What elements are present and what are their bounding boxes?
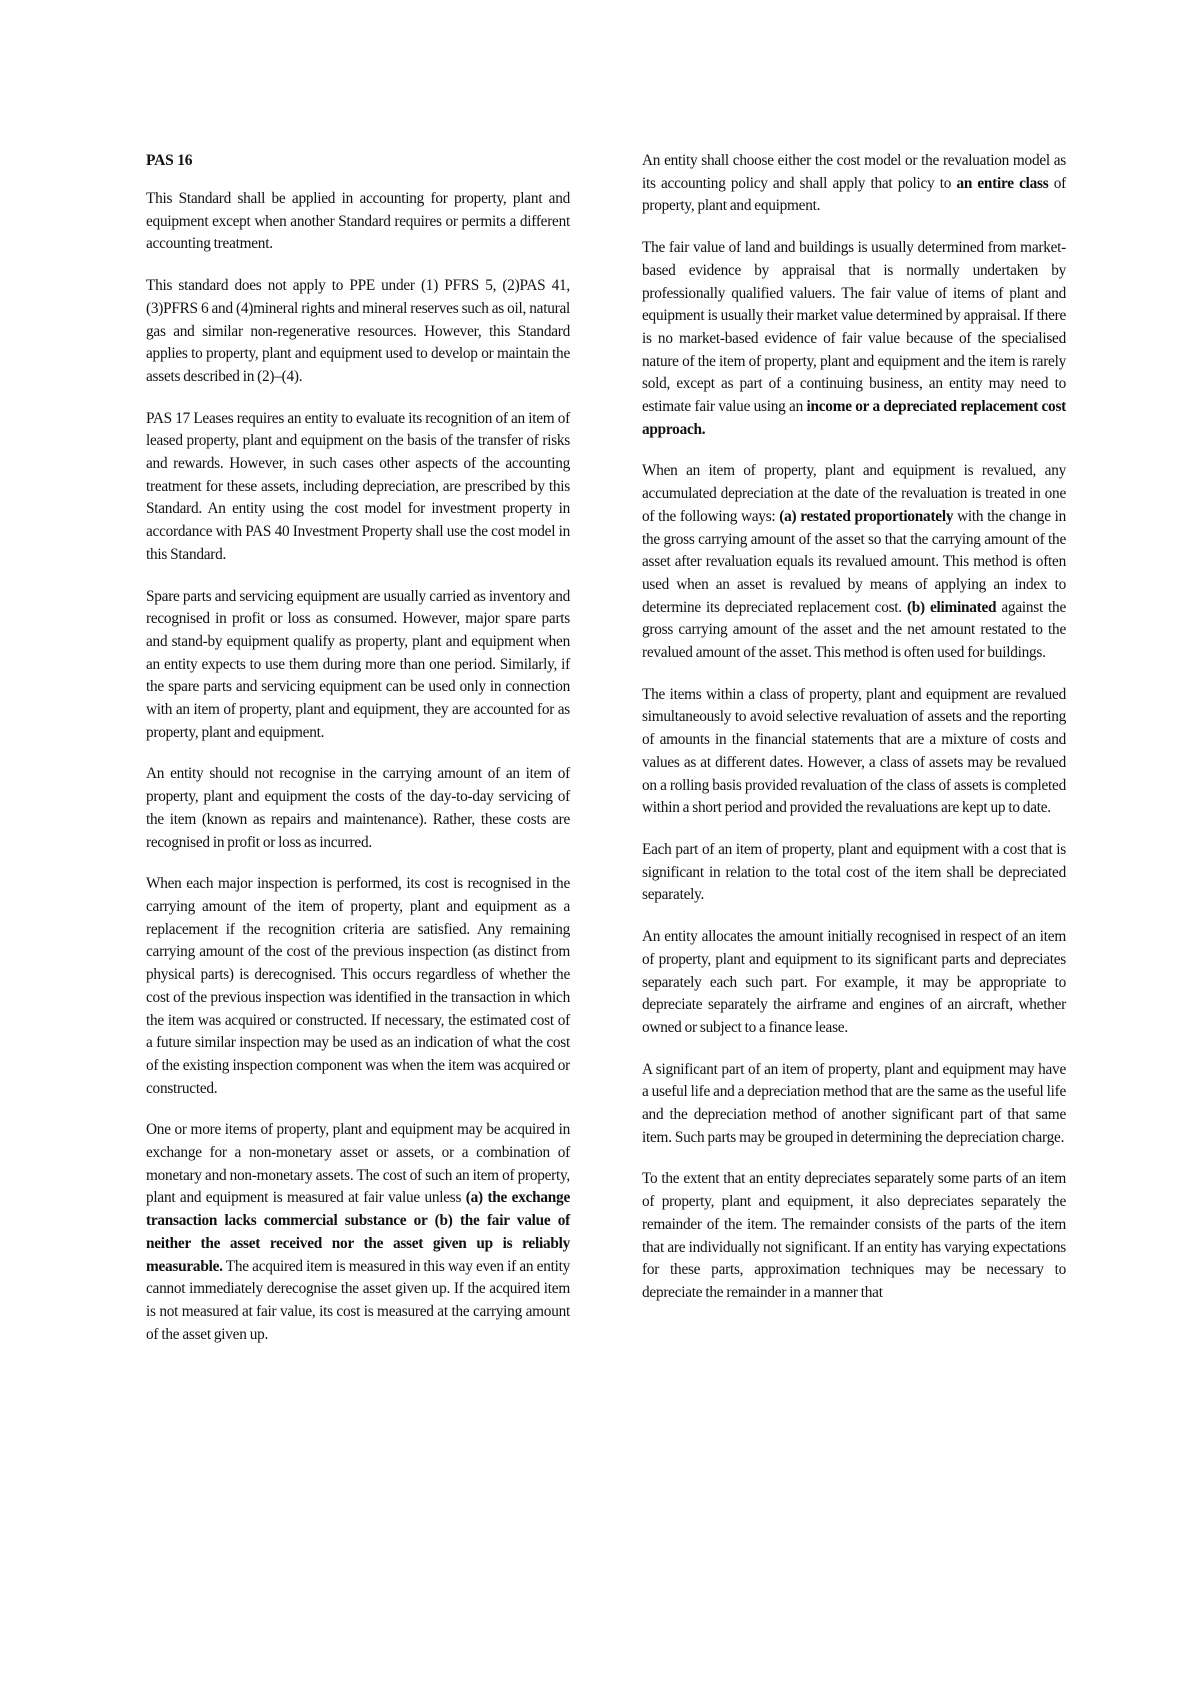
paragraph-exclusions: [146, 275, 570, 389]
body-text: To the extent that an entity depreciates separately some parts of an item of property, plant and equipment, it also depreciates separately the remainder of the item. The remainder consists of the parts of the item that are individually not significant. If an entity has varying expectations for these parts, approximation techniques may be necessary to depreciate the remainder in a manner that: [642, 1170, 1066, 1301]
paragraph-allocation: [642, 926, 1066, 1040]
emphasis-text: (a) the exchange transaction lacks commercial substance or (b) the fair value of neither the asset received nor the asset given up is reliably measurable.: [146, 1189, 570, 1275]
body-text: Spare parts and servicing equipment are usually carried as inventory and recognised in profit or loss as consumed. However, major spare parts and stand-by equipment qualify as property, plant and equipment when an entity expects to use them during more than one period. Similarly, if the spare parts and servicing equipment can be used only in connection with an item of property, plant and equipment, they are accounted for as property, plant and equipment.: [146, 587, 570, 741]
paragraph-grouping: [642, 1059, 1066, 1150]
paragraph-servicing: [146, 763, 570, 854]
emphasis-text: an entire class: [956, 174, 1049, 192]
body-text: The acquired item is measured in this way even if an entity cannot immediately derecognise the asset given up. If the acquired item is not measured at fair value, its cost is measured at the carrying amount of the asset given up.: [146, 1257, 570, 1343]
right-paragraphs: [642, 150, 1066, 1305]
body-text: When each major inspection is performed, its cost is recognised in the carrying amount of the item of property, plant and equipment as a replacement if the recognition criteria are satisfied. Any remaining carrying amount of the cost of the previous inspection (as distinct from physical parts) is derecognised. This occurs regardless of whether the cost of the previous inspection was identified in the transaction in which the item was acquired or constructed. If necessary, the estimated cost of a future similar inspection may be used as an indication of what the cost of the existing inspection component was when the item was acquired or constructed.: [146, 875, 570, 1097]
body-text: One or more items of property, plant and equipment may be acquired in exchange for a non-monetary asset or assets, or a combination of monetary and non-monetary assets. The cost of such an item of property, plant and equipment is measured at fair value unless: [146, 1121, 570, 1207]
paragraph-remainder: [642, 1168, 1066, 1304]
paragraph-fair-value: [642, 237, 1066, 441]
body-text: against the gross carrying amount of the asset and the net amount restated to the revalued amount of the asset. This method is often used for buildings.: [642, 598, 1066, 662]
paragraph-components: [642, 839, 1066, 907]
body-text: The fair value of land and buildings is usually determined from market-based evidence by appraisal that is normally undertaken by professionally qualified valuers. The fair value of items of plant and equipment is usually their market value determined by appraisal. If there is no market-based evidence of fair value because of the specialised nature of the item of property, plant and equipment and the item is rarely sold, except as part of a continuing business, an entity may need to estimate fair value using an: [642, 239, 1066, 416]
paragraph-scope: [146, 188, 570, 256]
paragraph-inspection: [146, 873, 570, 1100]
body-text: This Standard shall be applied in accounting for property, plant and equipment except when another Standard requires or permits a different accounting treatment.: [146, 190, 570, 253]
body-text: Each part of an item of property, plant and equipment with a cost that is significant in relation to the total cost of the item shall be depreciated separately.: [642, 840, 1066, 904]
paragraph-class-revaluation: [642, 684, 1066, 820]
body-text: A significant part of an item of property, plant and equipment may have a useful life and a depreciation method that are the same as the useful life and the depreciation method of another significant part of that same item. Such parts may be grouped in determining the depreciation charge.: [642, 1060, 1066, 1146]
paragraph-leases: [146, 408, 570, 567]
paragraph-policy: [642, 150, 1066, 218]
body-text: When an item of property, plant and equipment is revalued, any accumulated depreciation at the date of the revaluation is treated in one of the following ways:: [642, 462, 1066, 525]
paragraph-exchange: [146, 1119, 570, 1346]
body-text: This standard does not apply to PPE under (1) PFRS 5, (2)PAS 41, (3)PFRS 6 and (4)mineral rights and mineral reserves such as oil, natural gas and similar non-regenerative resources. However, this Standard applies to property, plant and equipment used to develop or maintain the assets described in (2)–(4).: [146, 277, 570, 385]
right-column: [642, 150, 1066, 1324]
paragraph-revaluation-depreciation: [642, 460, 1066, 664]
emphasis-text: income or a depreciated replacement cost approach.: [642, 398, 1066, 438]
body-text: An entity should not recognise in the carrying amount of an item of property, plant and equipment the costs of the day-to-day servicing of the item (known as repairs and maintenance). Rather, these costs are recognised in profit or loss as incurred.: [146, 765, 570, 851]
emphasis-text: (b) eliminated: [906, 598, 997, 616]
body-text: An entity allocates the amount initially recognised in respect of an item of property, plant and equipment to its significant parts and depreciates separately each such part. For example, it may be appropriate to depreciate separately the airframe and engines of an aircraft, whether owned or subject to a finance lease.: [642, 928, 1066, 1036]
left-paragraphs: [146, 188, 570, 1346]
body-text: of property, plant and equipment.: [642, 174, 1067, 215]
body-text: An entity shall choose either the cost model or the revaluation model as its accounting policy and shall apply that policy to: [642, 152, 1066, 192]
body-text: with the change in the gross carrying amount of the asset so that the carrying amount of the asset after revaluation equals its revalued amount. This method is often used when an asset is revalued by means of applying an index to determine its depreciated replacement cost.: [642, 507, 1066, 616]
emphasis-text: (a) restated proportionately: [779, 507, 954, 525]
body-text: PAS 17 Leases requires an entity to evaluate its recognition of an item of leased property, plant and equipment on the basis of the transfer of risks and rewards. However, in such cases other aspects of the accounting treatment for these assets, including depreciation, are prescribed by this Standard. An entity using the cost model for investment property in accordance with PAS 40 Investment Property shall use the cost model in this Standard.: [146, 409, 570, 563]
body-text: The items within a class of property, plant and equipment are revalued simultaneously to avoid selective revaluation of assets and the reporting of amounts in the financial statements that are a mixture of costs and values as at different dates. However, a class of assets may be revalued on a rolling basis provided revaluation of the class of assets is completed within a short period and provided the revaluations are kept up to date.: [642, 685, 1066, 817]
document-title: PAS 16: [146, 152, 193, 169]
left-column: [146, 150, 570, 1365]
paragraph-spare-parts: [146, 586, 570, 745]
